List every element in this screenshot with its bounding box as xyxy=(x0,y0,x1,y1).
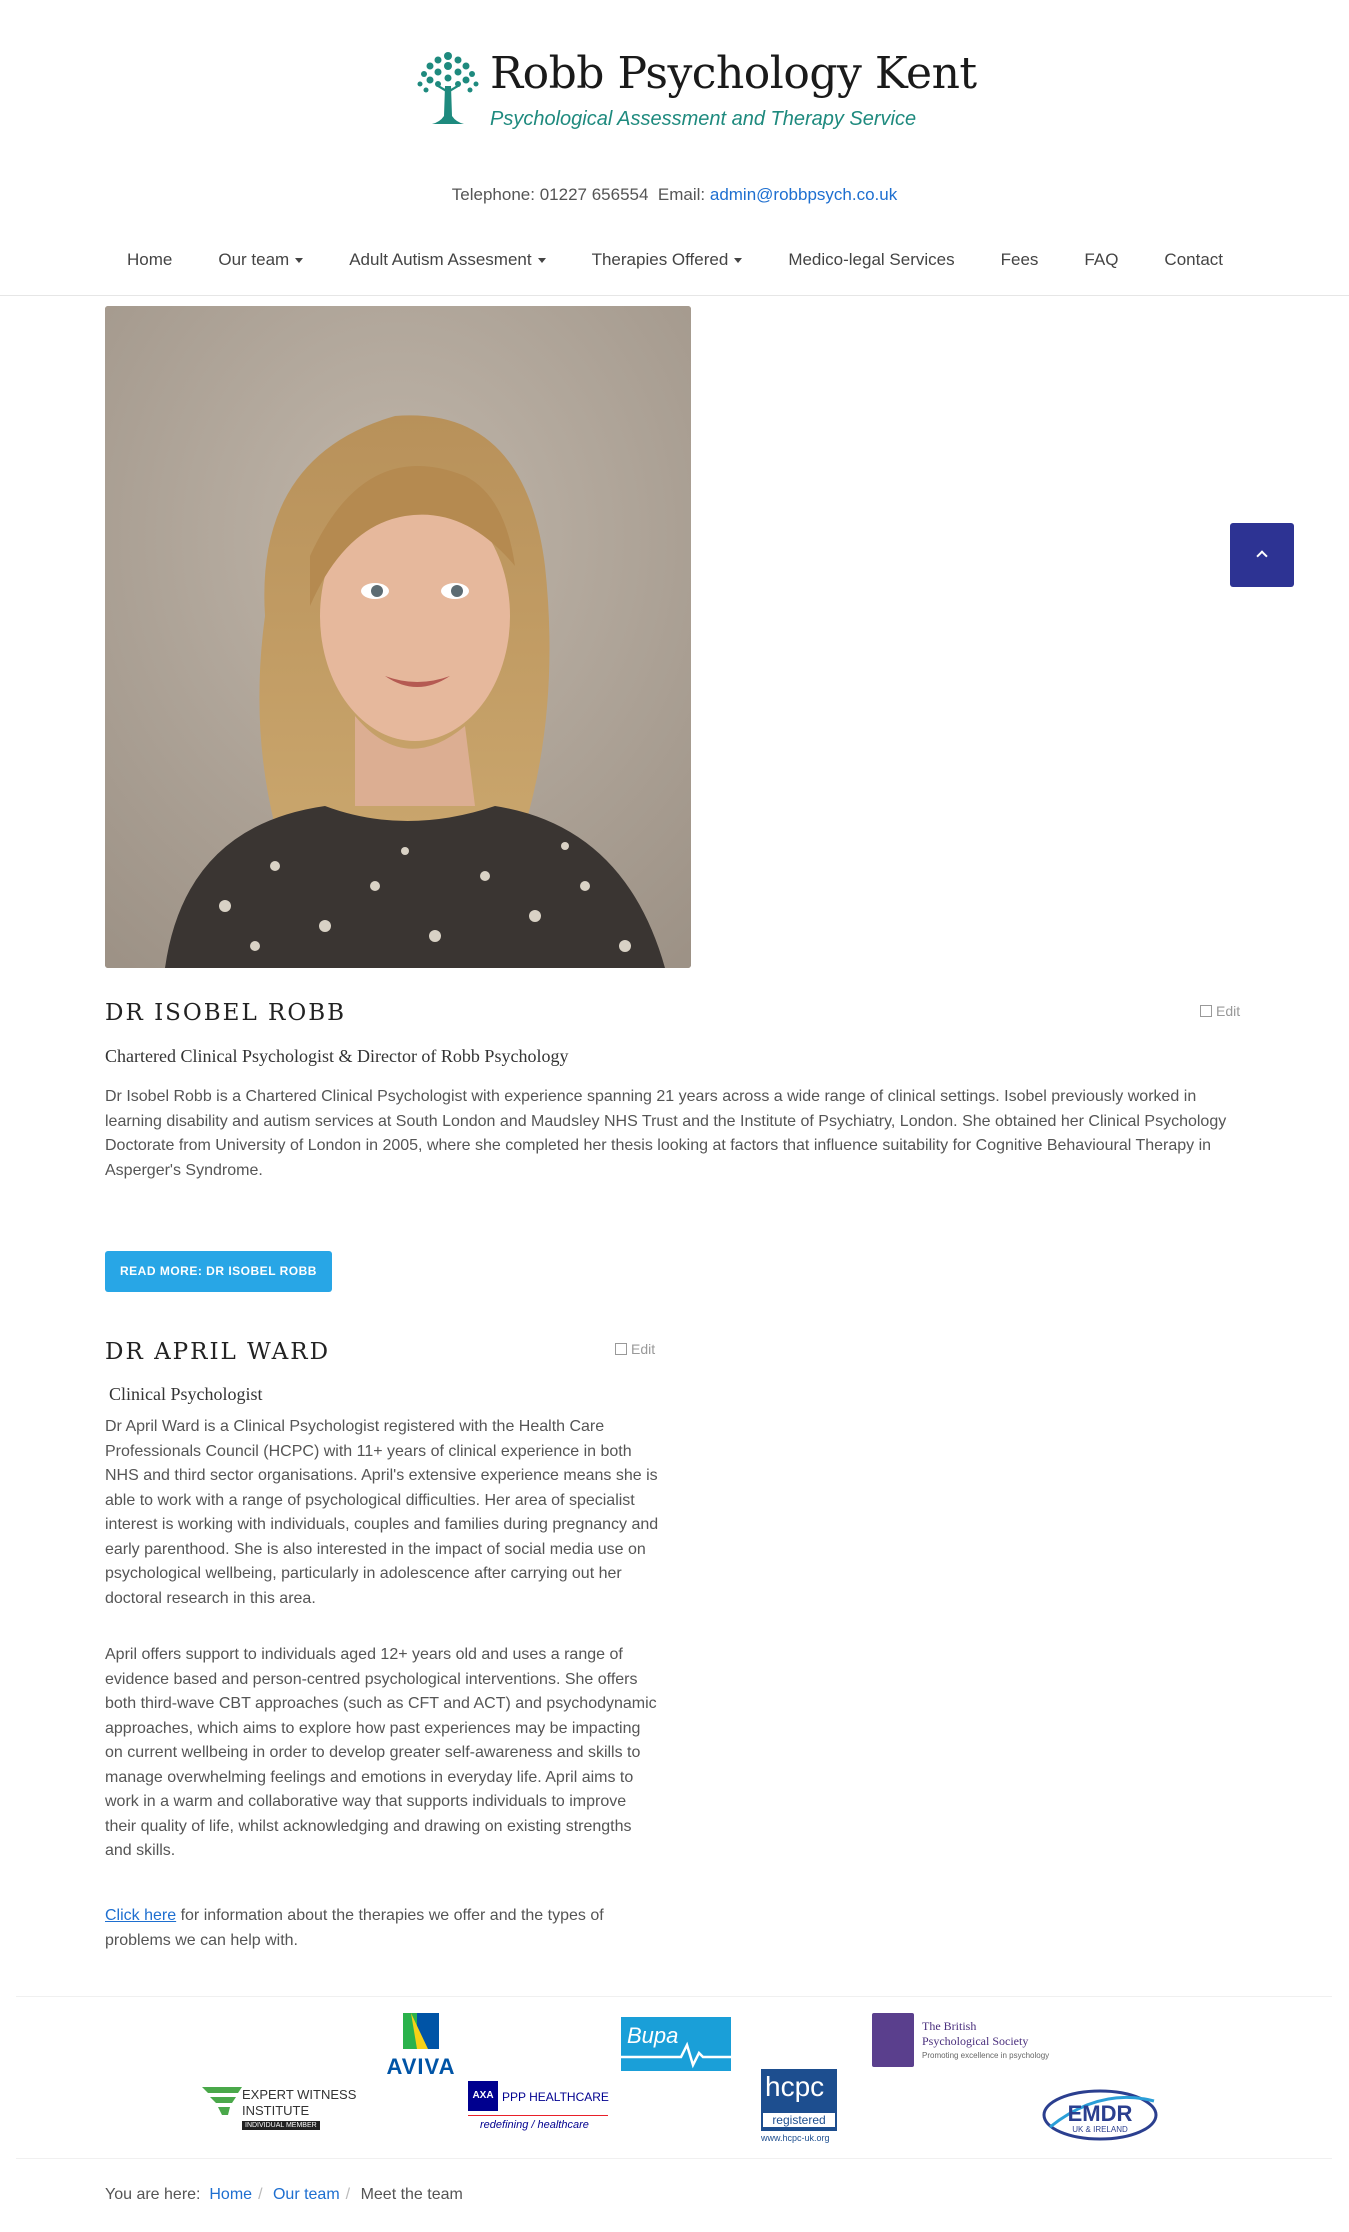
bps-crest-icon xyxy=(872,2013,914,2067)
nav-home[interactable] xyxy=(104,244,195,278)
breadcrumb-separator: / xyxy=(258,2186,263,2203)
edit-link-april[interactable] xyxy=(615,1341,655,1357)
nav-fees[interactable] xyxy=(978,244,1062,278)
site-logo[interactable] xyxy=(408,44,977,140)
breadcrumb-home[interactable]: Home xyxy=(209,2186,253,2203)
nav-our-team-label: Our team xyxy=(218,250,290,269)
profile-photo xyxy=(105,306,691,968)
logo-subtitle: Psychological Assessment and Therapy Service xyxy=(490,108,917,130)
scroll-to-top-button[interactable] xyxy=(1230,523,1294,587)
hcpc-registered: registered xyxy=(761,2111,837,2129)
axa-line1: PPP HEALTHCARE xyxy=(502,2090,609,2104)
emdr-sub: UK & IRELAND xyxy=(1072,2125,1128,2134)
nav-faq[interactable] xyxy=(1061,244,1141,278)
tree-logo-icon xyxy=(408,46,488,130)
nav-contact-label: Contact xyxy=(1164,250,1224,269)
email-link[interactable]: admin@robbpsych.co.uk xyxy=(709,185,898,204)
caret-down-icon xyxy=(538,258,546,263)
expert-witness-logo xyxy=(202,2087,372,2137)
read-more-button[interactable]: READ MORE: DR ISOBEL ROBB xyxy=(105,1251,332,1292)
bps-line2: Psychological Society xyxy=(922,2034,1029,2048)
nav-contact[interactable] xyxy=(1141,244,1246,278)
therapies-info-text: for information about the therapies we offer and the types of problems we can help with. xyxy=(105,1907,604,1949)
profile-role-isobel: Chartered Clinical Psychologist & Director of Robb Psychology xyxy=(105,1046,569,1066)
contact-line xyxy=(0,185,1349,205)
edit-label: Edit xyxy=(631,1341,656,1357)
emdr-text: EMDR xyxy=(1067,2101,1133,2126)
therapies-info xyxy=(105,1904,660,1953)
aviva-logo xyxy=(376,2013,466,2079)
telephone-label: Telephone: xyxy=(451,185,535,204)
axa-mark-icon: AXA xyxy=(468,2081,498,2111)
edit-link-isobel[interactable] xyxy=(1200,1003,1240,1019)
breadcrumb-current: Meet the team xyxy=(360,2186,463,2203)
nav-adult-autism-label: Adult Autism Assesment xyxy=(349,250,532,269)
portrait-illustration xyxy=(105,306,691,968)
edit-icon xyxy=(1200,1005,1212,1017)
emdr-logo xyxy=(1040,2087,1160,2143)
heartbeat-icon xyxy=(621,2041,731,2069)
axa-divider xyxy=(468,2115,608,2116)
click-here-link[interactable]: Click here xyxy=(105,1907,177,1924)
breadcrumb-our-team[interactable]: Our team xyxy=(272,2186,340,2203)
nav-therapies[interactable] xyxy=(569,244,766,278)
caret-down-icon xyxy=(734,258,742,263)
edit-label: Edit xyxy=(1216,1003,1241,1019)
logo-title: Robb Psychology Kent xyxy=(490,48,977,99)
profile-bio-april-2: April offers support to individuals aged 12+ years old and uses a range of evidence based and person-centred psychological interventions. She offers both third-wave CBT approaches (such as CFT and ACT) and psychodynamic approaches, which aims to explore how past experiences may be impacting on current wellbeing in order to develop greater self-awareness and skills to manage overwhelming feelings and emotions in everyday life. April aims to work in a warm and collaborative way that supports individuals to improve their quality of life, whilst acknowledging and drawing on existing strengths and skills. xyxy=(105,1646,657,1859)
nav-adult-autism[interactable] xyxy=(326,244,568,278)
profile-bio-april-1: Dr April Ward is a Clinical Psychologist registered with the Health Care Professionals Council (HCPC) with 11+ years of clinical experience in both NHS and third sector organisations. April's extensive experience means she is able to work with a range of psychological difficulties. Her area of specialist interest is working with individuals, couples and families during pregnancy and early parenthood. She is also interested in the impact of social media use on psychological wellbeing, particularly in adolescence after carrying out her doctoral research in this area. xyxy=(105,1418,659,1607)
nav-faq-label: FAQ xyxy=(1084,250,1119,269)
accreditation-logos xyxy=(16,1996,1332,2159)
nav-medico-legal-label: Medico-legal Services xyxy=(788,250,955,269)
axa-ppp-logo xyxy=(468,2081,618,2137)
bps-logo xyxy=(872,2013,1052,2069)
ewi-line3: INDIVIDUAL MEMBER xyxy=(242,2121,320,2130)
nav-medico-legal[interactable] xyxy=(765,244,977,278)
profile-role-april: Clinical Psychologist xyxy=(109,1384,263,1404)
hcpc-box xyxy=(761,2069,837,2131)
hcpc-text: hcpc xyxy=(765,2071,825,2102)
bps-line1: The British xyxy=(922,2019,977,2033)
email-label: Email: xyxy=(657,185,706,204)
nav-our-team[interactable] xyxy=(195,244,326,278)
profile-name-isobel: DR ISOBEL ROBB xyxy=(105,1000,347,1026)
profile-bio-isobel: Dr Isobel Robb is a Chartered Clinical Psychologist with experience spanning 21 years across a wide range of clinical settings. Isobel previously worked in learning disability and autism services at South London and Maudsley NHS Trust and the Institute of Psychiatry, London. She obtained her Clinical Psychology Doctorate from University of London in 2005, where she completed her thesis looking at factors that influence suitability for Cognitive Behavioural Therapy in Asperger's Syndrome. xyxy=(105,1088,1227,1179)
nav-home-label: Home xyxy=(127,250,173,269)
aviva-text: AVIVA xyxy=(386,2054,456,2079)
breadcrumb-separator: / xyxy=(345,2186,351,2203)
hcpc-logo xyxy=(761,2069,839,2149)
breadcrumb-prefix: You are here: xyxy=(105,2186,201,2203)
main-nav xyxy=(104,244,1246,278)
ewi-line2: INSTITUTE xyxy=(242,2103,310,2118)
hcpc-url: www.hcpc-uk.org xyxy=(761,2133,830,2143)
caret-down-icon xyxy=(295,258,303,263)
edit-icon xyxy=(615,1343,627,1355)
axa-line2: redefining / healthcare xyxy=(480,2119,589,2131)
ewi-line1: EXPERT WITNESS xyxy=(242,2087,357,2102)
nav-therapies-label: Therapies Offered xyxy=(591,250,729,269)
bupa-text: Bupa xyxy=(627,2023,679,2048)
site-header xyxy=(0,0,1349,296)
breadcrumb xyxy=(105,2186,463,2204)
aviva-mark-icon xyxy=(376,2013,466,2049)
profile-name-april: DR APRIL WARD xyxy=(105,1339,331,1365)
nav-fees-label: Fees xyxy=(1000,250,1039,269)
ewi-mark-icon xyxy=(202,2087,242,2117)
bps-tagline: Promoting excellence in psychology xyxy=(922,2051,1050,2060)
telephone-number: 01227 656554 xyxy=(539,185,649,204)
bupa-logo xyxy=(621,2017,731,2071)
